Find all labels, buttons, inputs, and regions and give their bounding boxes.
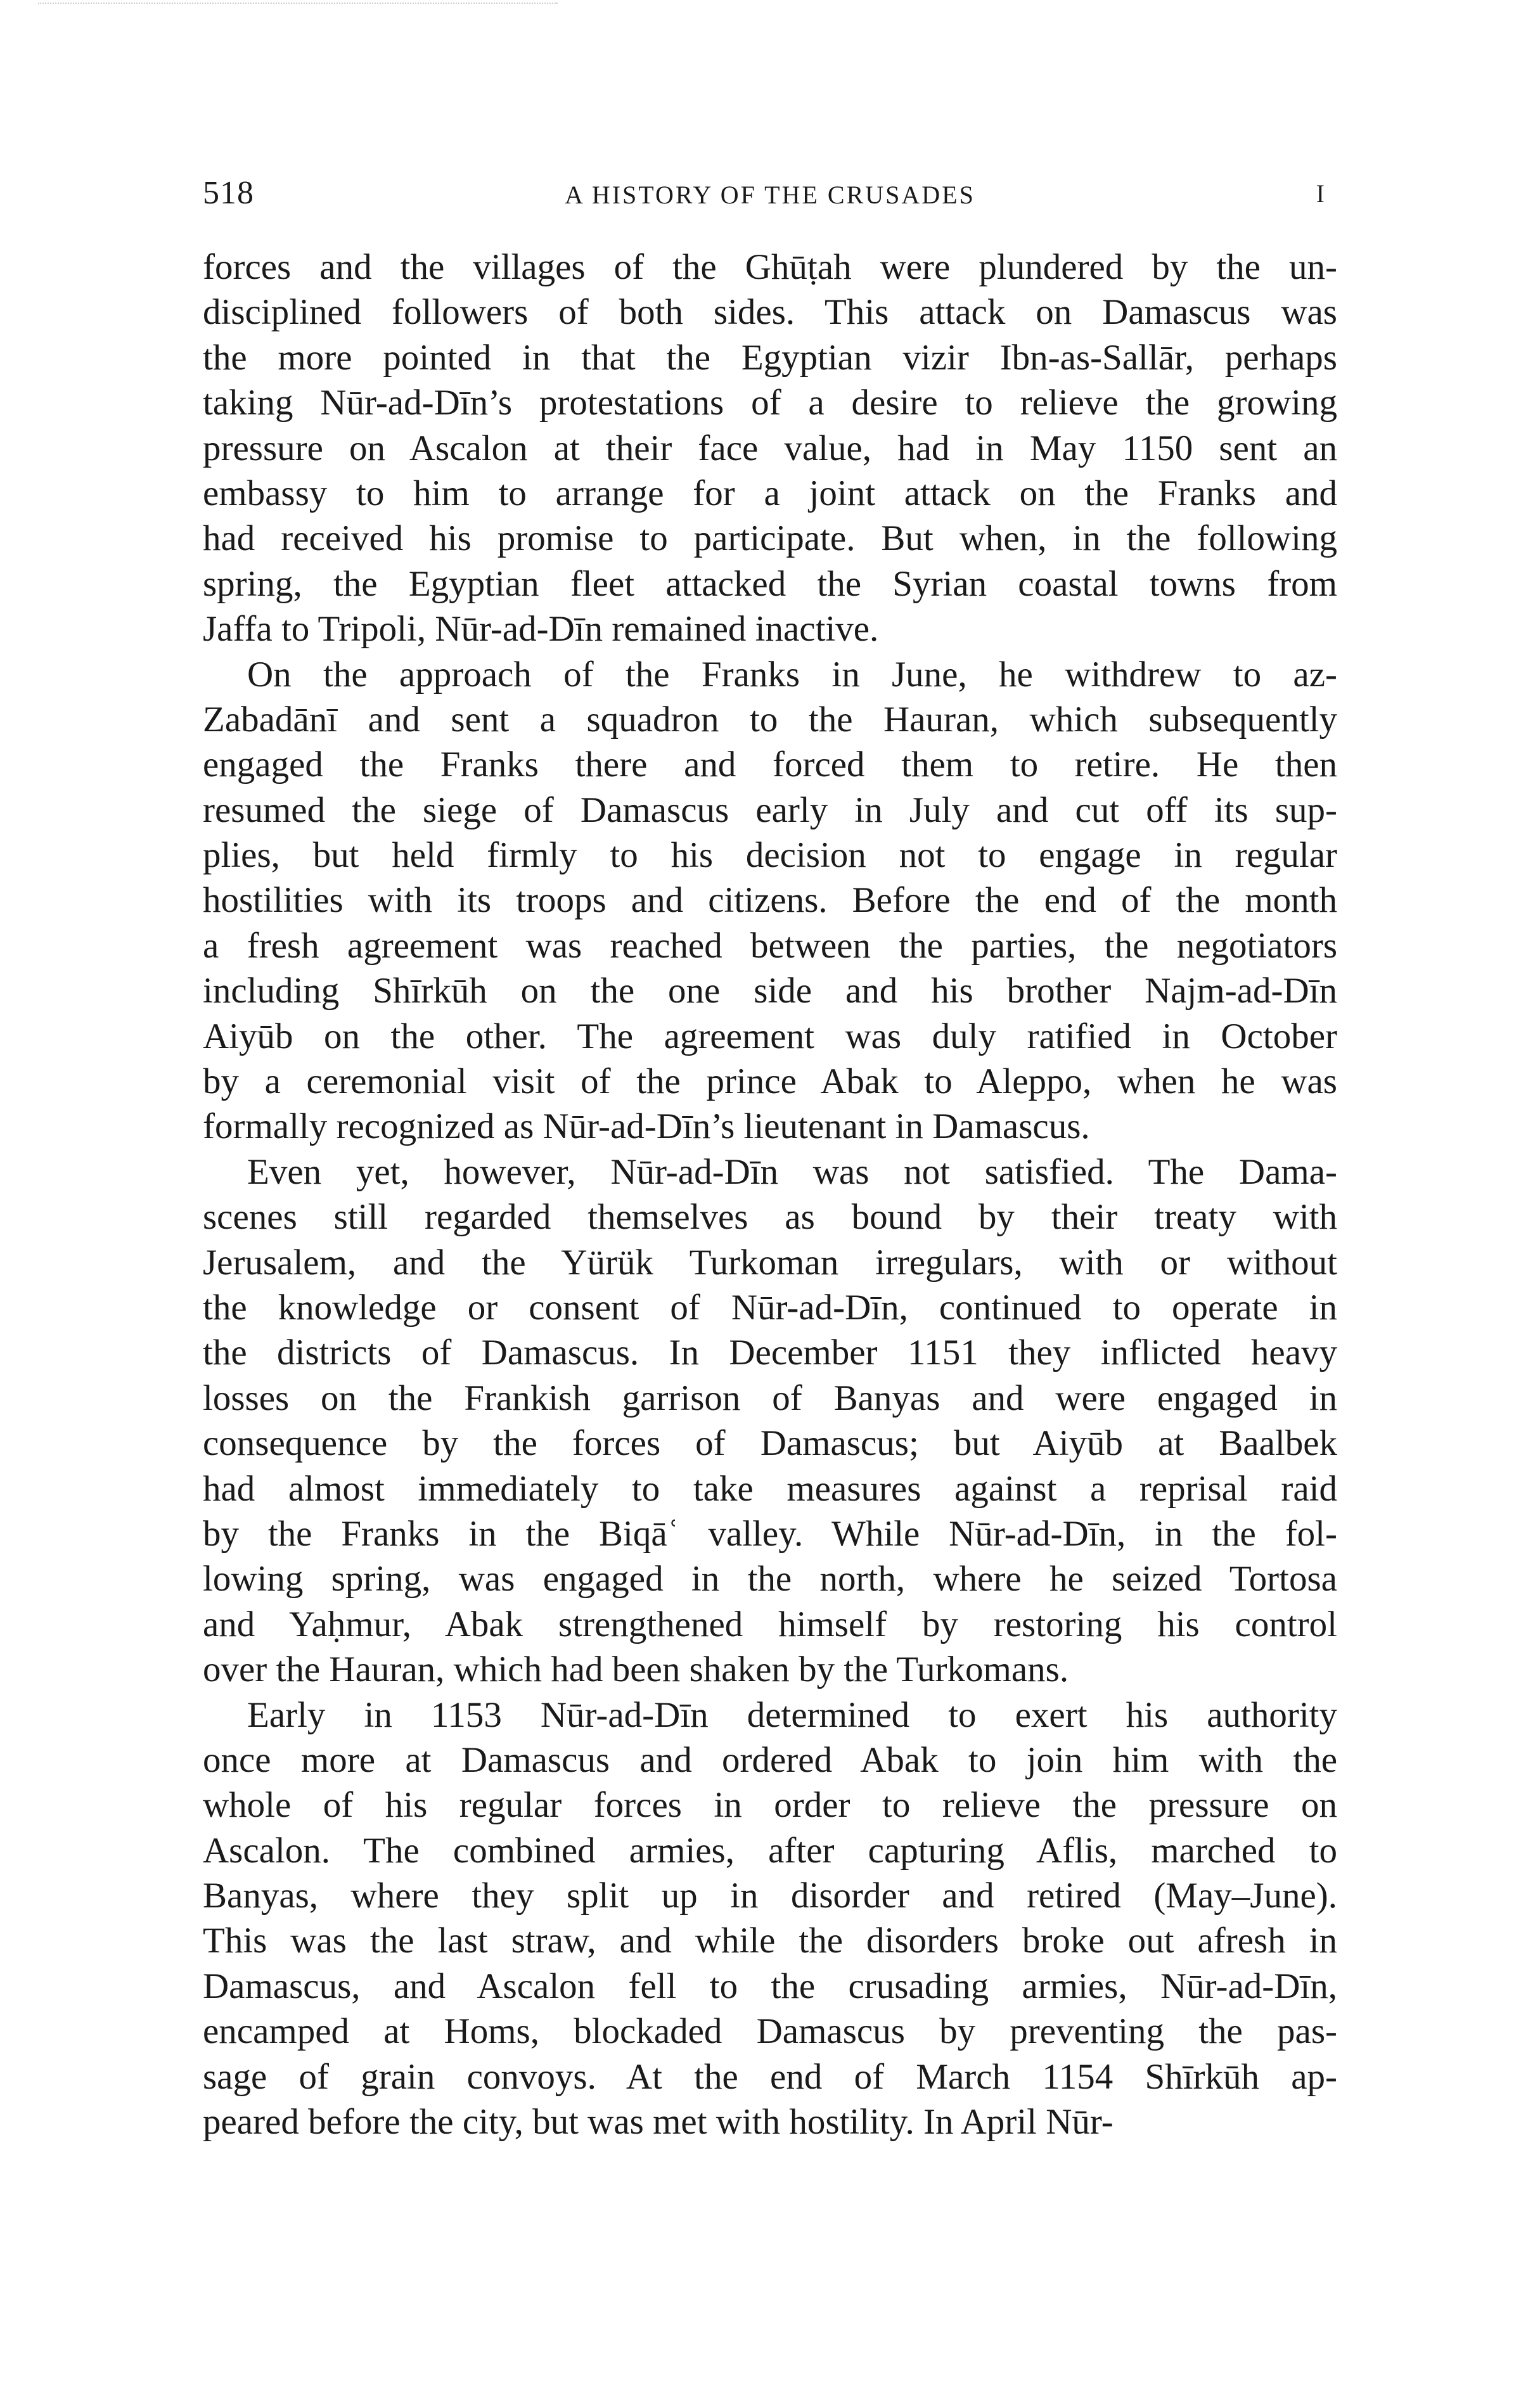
- text-line: Jaffa to Tripoli, Nūr-ad-Dīn remained inactive.: [203, 609, 879, 650]
- text-line: the more pointed in that the Egyptian vizir Ibn-as-Sallār, perhaps: [203, 337, 1337, 378]
- text-line: On the approach of the Franks in June, he withdrew to az-: [247, 654, 1337, 695]
- text-line: disciplined followers of both sides. This attack on Damascus was: [203, 292, 1337, 333]
- paragraph: [203, 1150, 1337, 1693]
- text-line: Early in 1153 Nūr-ad-Dīn determined to exert his authority: [247, 1694, 1337, 1735]
- text-line: once more at Damascus and ordered Abak to join him with the: [203, 1739, 1337, 1780]
- text-line: peared before the city, but was met with hostility. In April Nūr-: [203, 2102, 1113, 2142]
- text-line: whole of his regular forces in order to relieve the pressure on: [203, 1785, 1337, 1826]
- text-line: spring, the Egyptian fleet attacked the Syrian coastal towns from: [203, 563, 1337, 604]
- text-line: taking Nūr-ad-Dīn’s protestations of a desire to relieve the growing: [203, 383, 1337, 423]
- paragraph: [203, 245, 1337, 652]
- text-line: Damascus, and Ascalon fell to the crusading armies, Nūr-ad-Dīn,: [203, 1966, 1337, 2006]
- paragraph: [203, 652, 1337, 1150]
- text-line: over the Hauran, which had been shaken by the Turkomans.: [203, 1649, 1069, 1690]
- text-line: This was the last straw, and while the disorders broke out afresh in: [203, 1921, 1337, 1961]
- text-line: Even yet, however, Nūr-ad-Dīn was not satisfied. The Dama-: [247, 1151, 1337, 1192]
- text-line: losses on the Frankish garrison of Banyas and were engaged in: [203, 1378, 1337, 1418]
- text-line: and Yaḥmur, Abak strengthened himself by restoring his control: [203, 1604, 1337, 1644]
- text-line: embassy to him to arrange for a joint attack on the Franks and: [203, 473, 1337, 513]
- text-line: lowing spring, was engaged in the north, where he seized Tortosa: [203, 1559, 1337, 1599]
- text-line: encamped at Homs, blockaded Damascus by preventing the pas-: [203, 2011, 1337, 2052]
- text-line: Zabadānī and sent a squadron to the Hauran, which subsequently: [203, 699, 1337, 740]
- body-text: [203, 245, 1337, 2144]
- volume-number: I: [1316, 179, 1325, 208]
- text-line: a fresh agreement was reached between the parties, the negotiators: [203, 925, 1337, 966]
- page-number: 518: [203, 175, 254, 211]
- scan-artifact: [38, 3, 558, 8]
- book-title: A HISTORY OF THE CRUSADES: [565, 181, 975, 209]
- text-line: engaged the Franks there and forced them to retire. He then: [203, 745, 1337, 785]
- text-line: consequence by the forces of Damascus; but Aiyūb at Baalbek: [203, 1423, 1337, 1464]
- text-line: plies, but held firmly to his decision not to engage in regular: [203, 835, 1337, 876]
- text-line: had almost immediately to take measures against a reprisal raid: [203, 1468, 1337, 1509]
- text-line: the knowledge or consent of Nūr-ad-Dīn, continued to operate in: [203, 1287, 1337, 1328]
- text-line: the districts of Damascus. In December 1151 they inflicted heavy: [203, 1333, 1337, 1373]
- text-line: formally recognized as Nūr-ad-Dīn’s lieutenant in Damascus.: [203, 1106, 1090, 1147]
- text-line: resumed the siege of Damascus early in July and cut off its sup-: [203, 790, 1337, 830]
- text-line: pressure on Ascalon at their face value, had in May 1150 sent an: [203, 428, 1337, 468]
- text-line: hostilities with its troops and citizens. Before the end of the month: [203, 880, 1337, 921]
- text-line: had received his promise to participate. But when, in the following: [203, 518, 1337, 559]
- text-line: by the Franks in the Biqāʿ valley. While Nūr-ad-Dīn, in the fol-: [203, 1513, 1337, 1554]
- text-line: by a ceremonial visit of the prince Abak to Aleppo, when he was: [203, 1061, 1337, 1102]
- paragraph: [203, 1693, 1337, 2145]
- text-line: forces and the villages of the Ghūṭah were plundered by the un-: [203, 247, 1337, 287]
- text-line: Aiyūb on the other. The agreement was duly ratified in October: [203, 1016, 1337, 1056]
- text-line: sage of grain convoys. At the end of March 1154 Shīrkūh ap-: [203, 2056, 1337, 2097]
- text-line: scenes still regarded themselves as bound by their treaty with: [203, 1197, 1337, 1238]
- text-line: including Shīrkūh on the one side and his brother Najm-ad-Dīn: [203, 971, 1337, 1011]
- text-line: Ascalon. The combined armies, after capturing Aflis, marched to: [203, 1830, 1337, 1871]
- running-head: [203, 174, 1337, 212]
- text-line: Banyas, where they split up in disorder and retired (May–June).: [203, 1876, 1337, 1916]
- text-line: Jerusalem, and the Yürük Turkoman irregulars, with or without: [203, 1242, 1337, 1283]
